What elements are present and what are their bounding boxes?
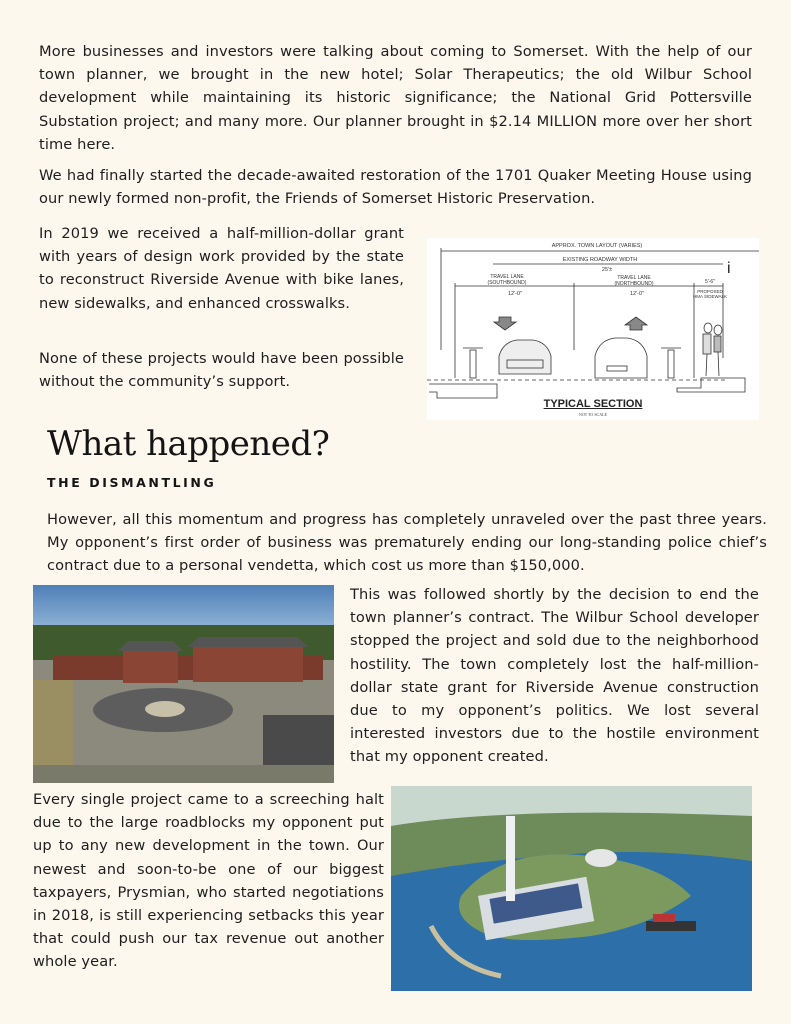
paragraph-community-support: None of these projects would have been possible without the community’s support. <box>39 350 404 391</box>
diagram-lane-south-width: 12'-0" <box>507 291 523 297</box>
section-heading: What happened? <box>47 424 330 464</box>
paragraph-prysmian: Every single project came to a screeching halt due to the large roadblocks my opponent put up to any new development in the town. Our newest and soon-to-be one of our biggest taxpayers, Prysmian, who started negotiations in 2018, is still experiencing setbacks this year that could push our tax revenue out another whole year. <box>33 791 384 971</box>
diagram-lane-north-dir: (NORTHBOUND) <box>614 281 654 287</box>
section-subheading: THE DISMANTLING <box>47 475 217 490</box>
diagram-lane-south-dir: (SOUTHBOUND) <box>487 280 527 286</box>
paragraph-planner-contract: This was followed shortly by the decision to end the town planner’s contract. The Wilbur School developer stopped the project and sold due to the neighborhood hostility. The town completely lost the half-million-dollar state grant for Riverside Avenue construction due to my opponent’s politics. We lost several interested investors due to the hostile environment that my opponent created. <box>350 586 759 766</box>
diagram-scale-note: NOT TO SCALE <box>578 412 607 417</box>
diagram-sidewalk-width: 5'-6" <box>705 279 715 285</box>
typical-section-diagram <box>427 238 759 420</box>
bicycle-icon <box>463 348 483 378</box>
diagram-roadway-value: 25'± <box>601 267 613 273</box>
diagram-lane-north-width: 12'-0" <box>629 291 645 297</box>
northbound-arrow <box>625 317 647 330</box>
diagram-sidewalk-label2: HMA SIDEWALK <box>692 294 728 299</box>
paragraph-businesses: More businesses and investors were talking about coming to Somerset. With the help of our town planner, we brought in the new hotel; Solar Therapeutics; the old Wilbur School development while maintaining its historic significance; the National Grid Pottersville Substation project; and many more. Our planner brought in $2.14 MILLION more over her short time here. <box>39 43 752 153</box>
diagram-town-layout: APPROX. TOWN LAYOUT (VARIES) <box>551 243 643 249</box>
diagram-lane-south: TRAVEL LANE <box>490 274 524 280</box>
diagram-sidewalk-label1: PROPOSED <box>697 289 723 294</box>
paragraph-riverside-grant: In 2019 we received a half-million-dollar grant with years of design work provided by the state to reconstruct Riverside Avenue with bike lanes, new sidewalks, and enhanced crosswalks. <box>39 225 404 312</box>
pedestrians-icon <box>703 323 722 376</box>
paragraph-unraveled: However, all this momentum and progress has completely unraveled over the past three years. My opponent’s first order of business was prematurely ending our long-standing police chief’s contract due to a personal vendetta, which cost us more than $150,000. <box>47 511 767 575</box>
bicycle-icon <box>661 348 681 378</box>
diagram-roadway-width: EXISTING ROADWAY WIDTH <box>562 257 638 263</box>
diagram-lane-north: TRAVEL LANE <box>617 275 651 281</box>
info-icon: i <box>727 260 731 277</box>
diagram-title: TYPICAL SECTION <box>543 398 643 410</box>
paragraph-quaker-restoration: We had finally started the decade-awaited restoration of the 1701 Quaker Meeting House using our newly formed non-profit, the Friends of Somerset Historic Preservation. <box>39 167 752 208</box>
car-icon <box>499 340 551 374</box>
prysmian-site-rendering <box>391 786 752 991</box>
southbound-arrow <box>494 317 516 330</box>
wilbur-school-aerial-photo <box>33 585 334 783</box>
car-icon <box>595 338 647 378</box>
